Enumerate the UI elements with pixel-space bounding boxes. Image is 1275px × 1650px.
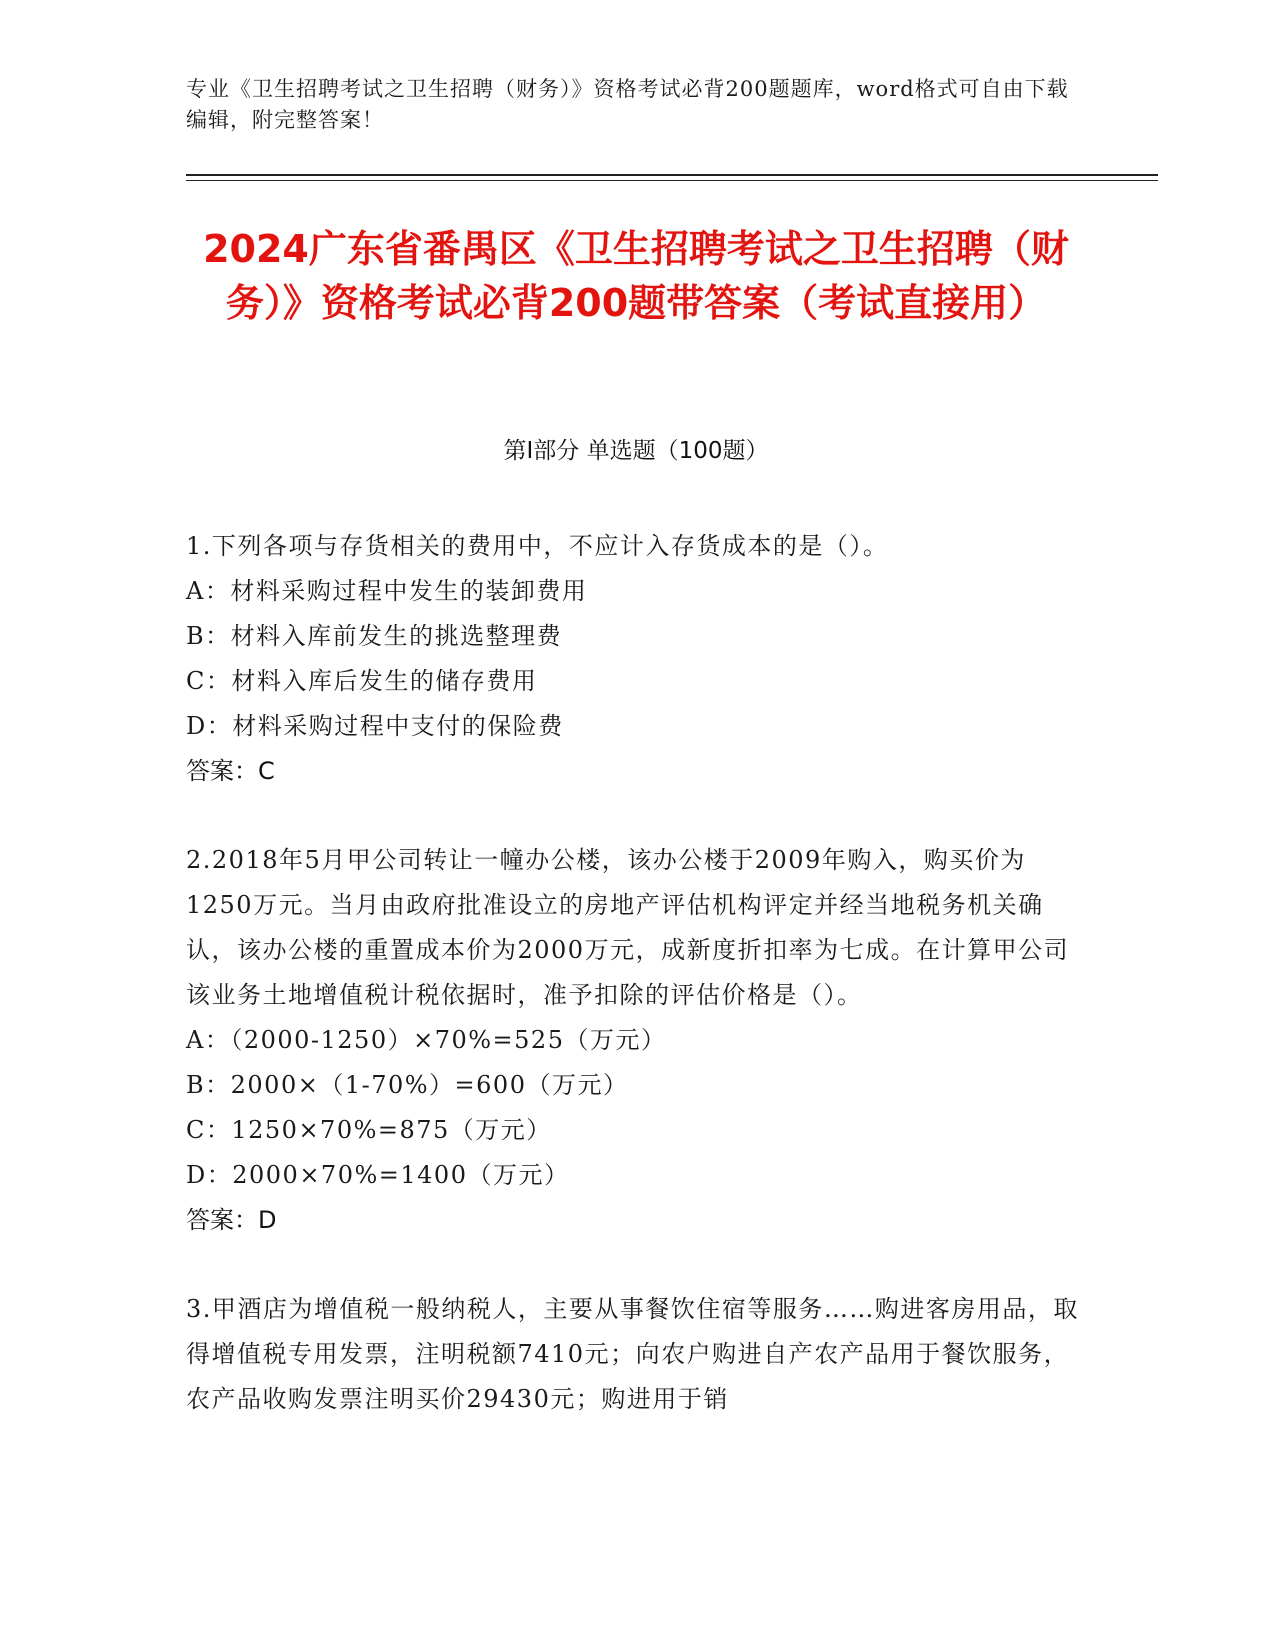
question-stem: 2.2018年5月甲公司转让一幢办公楼，该办公楼于2009年购入，购买价为1250万元。当月由政府批准设立的房地产评估机构评定并经当地税务机关确认，该办公楼的重置成本价为2000万元，成新度折扣率为七成。在计算甲公司该业务土地增值税计税依据时，准予扣除的评估价格是（）。 (186, 846, 1070, 1009)
question-stem: 1.下列各项与存货相关的费用中，不应计入存货成本的是（）。 (186, 532, 889, 560)
option-b: B：2000×（1-70%）=600（万元） (186, 1071, 629, 1099)
option-c: C：1250×70%=875（万元） (186, 1116, 552, 1144)
option-d: D：2000×70%=1400（万元） (186, 1161, 570, 1189)
answer-label: 答案：C (186, 757, 275, 785)
question-list (186, 524, 1086, 1466)
question-3 (186, 1287, 1086, 1422)
option-a: A：（2000-1250）×70%=525（万元） (186, 1026, 667, 1054)
option-c: C：材料入库后发生的储存费用 (186, 667, 538, 695)
option-a: A：材料采购过程中发生的装卸费用 (186, 577, 588, 605)
option-b: B：材料入库前发生的挑选整理费 (186, 622, 563, 650)
option-d: D：材料采购过程中支付的保险费 (186, 712, 564, 740)
section-title: 第I部分 单选题（100题） (503, 438, 769, 464)
question-1 (186, 524, 1086, 794)
question-stem: 3.甲酒店为增值税一般纳税人，主要从事餐饮住宿等服务……购进客房用品，取得增值税专用发票，注明税额7410元；向农户购进自产农产品用于餐饮服务，农产品收购发票注明买价29430元；购进用于销 (186, 1295, 1079, 1413)
answer-label: 答案：D (186, 1206, 277, 1234)
question-2 (186, 838, 1086, 1243)
header-divider-thin (186, 180, 1158, 181)
header-divider-thick (186, 174, 1158, 176)
document-title: 2024广东省番禺区《卫生招聘考试之卫生招聘（财务）》资格考试必背200题带答案（考试直接用） (203, 227, 1069, 325)
header-note: 专业《卫生招聘考试之卫生招聘（财务）》资格考试必背200题题库，word格式可自由下载编辑，附完整答案！ (186, 77, 1069, 132)
